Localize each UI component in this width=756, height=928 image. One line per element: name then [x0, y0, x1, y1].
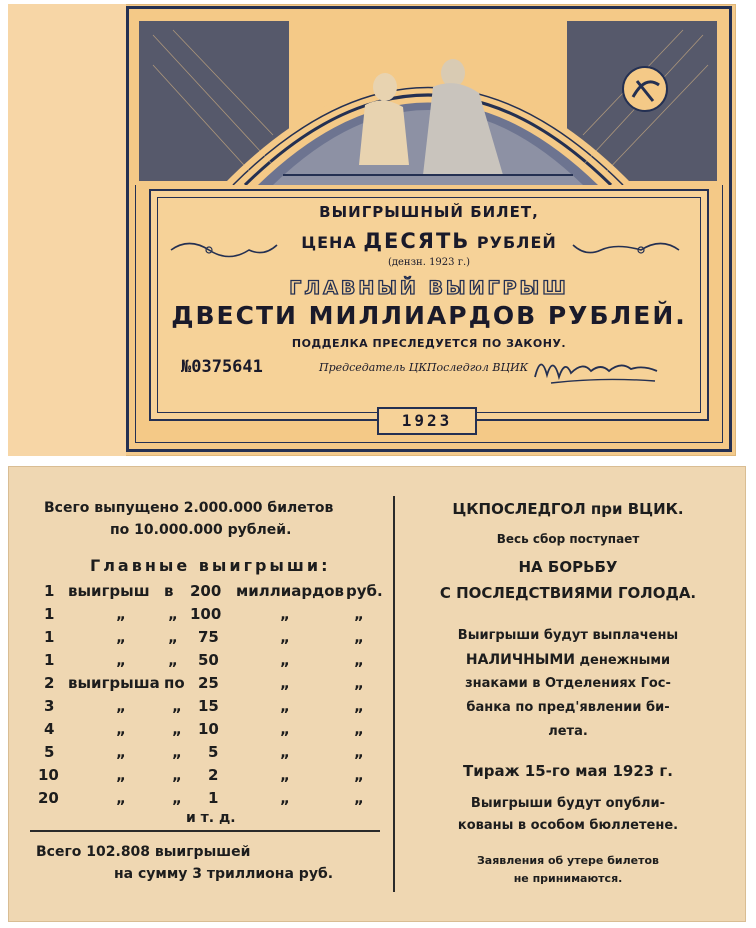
- prize-row: 20 „ „ 1 „ „: [38, 789, 364, 807]
- ticket-frame: [126, 6, 732, 452]
- price-amount: ДЕСЯТЬ: [363, 229, 471, 253]
- ticket-text-panel: [149, 189, 709, 421]
- prize-row: 5 „ „ 5 „ „: [44, 743, 364, 761]
- ticket-front: [8, 4, 736, 456]
- publish-line-1: Выигрыши будут опубли-: [470, 796, 666, 811]
- ticket-price: [151, 229, 707, 253]
- prize-row: 1 „ „ 100 „ „: [44, 605, 364, 623]
- ticket-back: [8, 466, 746, 922]
- payout-line-4: банка по пред'явлении би-: [466, 700, 670, 715]
- engraved-vignette: [133, 15, 723, 185]
- draw-date: Тираж 15-го мая 1923 г.: [463, 762, 673, 780]
- chairman-signature: [531, 347, 661, 391]
- prize-row: 10 „ „ 2 „ „: [38, 766, 364, 784]
- payout-line-3: знаками в Отделениях Гос-: [465, 676, 671, 691]
- issued-line-1: Всего выпущено 2.000.000 билетов: [44, 500, 334, 516]
- payout-cash: НАЛИЧНЫМИ: [465, 652, 576, 668]
- forgery-warning: ПОДДЕЛКА ПРЕСЛЕДУЕТСЯ ПО ЗАКОНУ.: [291, 337, 567, 350]
- organization-name: ЦКПОСЛЕДГОЛ при ВЦИК.: [452, 500, 684, 518]
- publish-line-2: кованы в особом бюллетене.: [457, 818, 679, 833]
- prize-row: 4 „ „ 10 „ „: [44, 720, 364, 738]
- etc-note: и т. д.: [186, 810, 236, 826]
- prize-row: 3 „ „ 15 „ „: [44, 697, 364, 715]
- chairman-caption: Председатель ЦКПоследгол ВЦИК: [319, 361, 529, 374]
- ticket-type-title: ВЫИГРЫШНЫЙ БИЛЕТ,: [319, 203, 539, 221]
- denomination-note: (дензн. 1923 г.): [387, 257, 471, 268]
- serial-number: №0375641: [181, 357, 263, 377]
- proceeds-line: Весь сбор поступает: [496, 532, 640, 546]
- price-suffix: РУБЛЕЙ: [476, 233, 557, 252]
- prize-row: 1 „ „ 50 „ „: [44, 651, 364, 669]
- horizontal-divider: [30, 830, 380, 832]
- prize-row: 1 выигрыш в 200 миллиардов руб.: [44, 582, 383, 600]
- vertical-divider: [393, 496, 395, 892]
- fight-line-1: НА БОРЬБУ: [518, 558, 618, 576]
- fight-line-2: С ПОСЛЕДСТВИЯМИ ГОЛОДА.: [439, 584, 697, 602]
- year-box: 1923: [377, 407, 477, 435]
- main-prize-heading: ГЛАВНЫЙ ВЫИГРЫШ: [289, 277, 569, 299]
- total-line-2: на сумму 3 триллиона руб.: [114, 866, 334, 882]
- total-line-1: Всего 102.808 выигрышей: [36, 844, 251, 860]
- ticket-stub: [8, 4, 126, 456]
- loss-line-2: не принимаются.: [513, 872, 623, 885]
- main-prize-amount: ДВЕСТИ МИЛЛИАРДОВ РУБЛЕЙ.: [171, 301, 687, 330]
- prize-row: 1 „ „ 75 „ „: [44, 628, 364, 646]
- payout-line-1: Выигрыши будут выплачены: [457, 628, 679, 643]
- issued-line-2: по 10.000.000 рублей.: [110, 522, 292, 538]
- payout-line-5: лета.: [548, 724, 588, 739]
- price-prefix: ЦЕНА: [301, 233, 357, 252]
- loss-line-1: Заявления об утере билетов: [476, 854, 659, 867]
- prizes-heading: Главные выигрыши:: [90, 556, 331, 575]
- payout-money: денежными: [579, 653, 671, 668]
- prize-row: 2 выигрыша по 25 „ „: [44, 674, 364, 692]
- payout-line-2: [398, 652, 738, 668]
